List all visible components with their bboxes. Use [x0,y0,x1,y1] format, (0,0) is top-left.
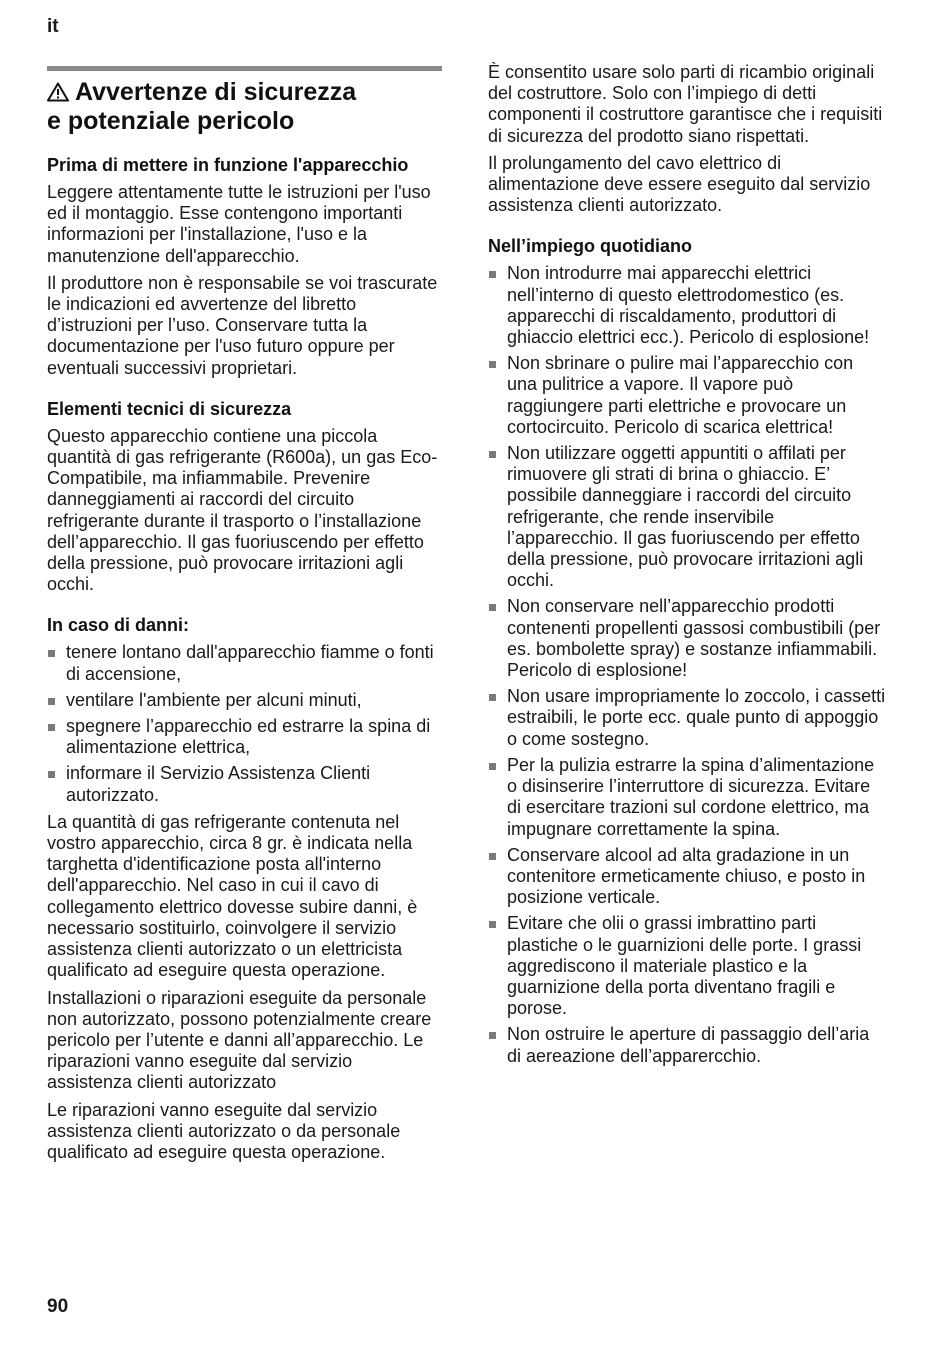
language-code: it [47,16,59,37]
list-item: ventilare l'ambiente per alcuni minuti, [47,690,442,711]
list-item: Non introdurre mai apparecchi elettrici nell’interno di questo elettrodomestico (es. apparecchi di riscaldamento, produttori di ghiaccio elettrici ecc.). Pericolo di esplosione! [488,263,888,348]
list-item: spegnere l’apparecchio ed estrarre la spina di alimentazione elettrica, [47,716,442,758]
list-item: Non utilizzare oggetti appuntiti o affilati per rimuovere gli strati di brina o ghiaccio. E’ possibile danneggiare i raccordi del circuito refrigerante, che rende inservibile l’apparecchio. Il gas fuoriuscendo per effetto della pressione, può provocare irritazioni agli occhi. [488,443,888,591]
square-bullet-icon [489,1032,496,1039]
list-item: tenere lontano dall'apparecchio fiamme o fonti di accensione, [47,642,442,684]
daily-use-list [488,263,888,1066]
list-item: informare il Servizio Assistenza Clienti autorizzato. [47,763,442,805]
section-heading-damage: In caso di danni: [47,615,190,636]
square-bullet-icon [489,921,496,928]
square-bullet-icon [489,604,496,611]
list-item: Non conservare nell’apparecchio prodotti contenenti propellenti gassosi combustibili (per es. bombolette spray) e sostanze infiammabili. Pericolo di esplosione! [488,596,888,681]
paragraph: Il prolungamento del cavo elettrico di alimentazione deve essere eseguito dal servizio assistenza clienti autorizzato. [488,152,871,216]
square-bullet-icon [489,694,496,701]
square-bullet-icon [489,271,496,278]
warning-triangle-icon [47,81,69,108]
square-bullet-icon [489,361,496,368]
title-line-2: e potenziale pericolo [47,107,295,135]
list-item: Non sbrinare o pulire mai l’apparecchio con una pulitrice a vapore. Il vapore può raggiungere parti elettriche e provocare un cortocircuito. Pericolo di scarica elettrica! [488,353,888,438]
section-heading-safety-elements: Elementi tecnici di sicurezza [47,398,292,419]
paragraph: Installazioni o riparazioni eseguite da personale non autorizzato, possono potenzialmente creare pericolo per l’utente e danni all’apparecchio. Le riparazioni vanno eseguite dal servizio assistenza clienti autorizzato [47,987,432,1093]
square-bullet-icon [48,650,55,657]
page-number: 90 [47,1296,69,1317]
square-bullet-icon [48,724,55,731]
section-heading-daily-use: Nell’impiego quotidiano [488,236,692,257]
damage-list [47,642,442,805]
right-column [488,62,888,1067]
list-item: Per la pulizia estrarre la spina d’alimentazione o disinserire l’interruttore di sicurezza. Evitare di esercitare trazioni sul cordone elettrico, ma impugnare correttamente la spina. [488,755,888,840]
paragraph: La quantità di gas refrigerante contenuta nel vostro apparecchio, circa 8 gr. è indicata nella targhetta d'identificazione posta all'interno dell'apparecchio. Nel caso in cui il cavo di collegamento elettrico dovesse subire danni, è necessario sostituirlo, coinvolgere il servizio assistenza clienti autorizzato o un elettricista qualificato ad eseguire questa operazione. [47,811,418,981]
list-item: Evitare che olii o grassi imbrattino parti plastiche o le guarnizioni delle porte. I grassi aggrediscono il materiale plastico e la guarnizione della porta diventano fragili e porose. [488,913,888,1019]
list-item: Conservare alcool ad alta gradazione in un contenitore ermeticamente chiuso, e posto in posizione verticale. [488,845,888,909]
square-bullet-icon [489,853,496,860]
paragraph: Le riparazioni vanno eseguite dal servizio assistenza clienti autorizzato o da personale qualificato ad eseguire questa operazione. [47,1099,401,1162]
title-line-1: Avvertenze di sicurezza [75,78,357,106]
list-item: Non usare impropriamente lo zoccolo, i cassetti estraibili, le porte ecc. quale punto di appoggio o come sostegno. [488,686,888,750]
paragraph: Questo apparecchio contiene una piccola quantità di gas refrigerante (R600a), un gas Eco-Compatibile, ma infiammabile. Prevenire danneggiamenti ai raccordi del circuito refrigerante durante il trasporto o l’installazione dell’apparecchio. Il gas fuoriuscendo per effetto della pressione, può provocare irritazioni agli occhi. [47,425,438,595]
paragraph: Il produttore non è responsabile se voi trascurate le indicazioni ed avvertenze del libretto d’istruzioni per l’uso. Conservare tutta la documentazione per l'uso futuro oppure per eventuali successivi proprietari. [47,272,438,378]
paragraph: È consentito usare solo parti di ricambio originali del costruttore. Solo con l’impiego di detti componenti il costruttore garantisce che i requisiti di sicurezza del prodotto siano rispettati. [488,62,883,146]
section-rule [47,66,442,71]
paragraph: Leggere attentamente tutte le istruzioni per l'uso ed il montaggio. Esse contengono importanti informazioni per l'installazione, l'uso e la manutenzione dell'apparecchio. [47,182,431,266]
left-column [47,62,442,1163]
square-bullet-icon [48,771,55,778]
square-bullet-icon [489,763,496,770]
square-bullet-icon [48,698,55,705]
list-item: Non ostruire le aperture di passaggio dell’aria di aereazione dell’apparercchio. [488,1024,888,1066]
section-heading-before-use: Prima di mettere in funzione l'apparecchio [47,155,409,175]
page-title [47,79,442,135]
square-bullet-icon [489,451,496,458]
